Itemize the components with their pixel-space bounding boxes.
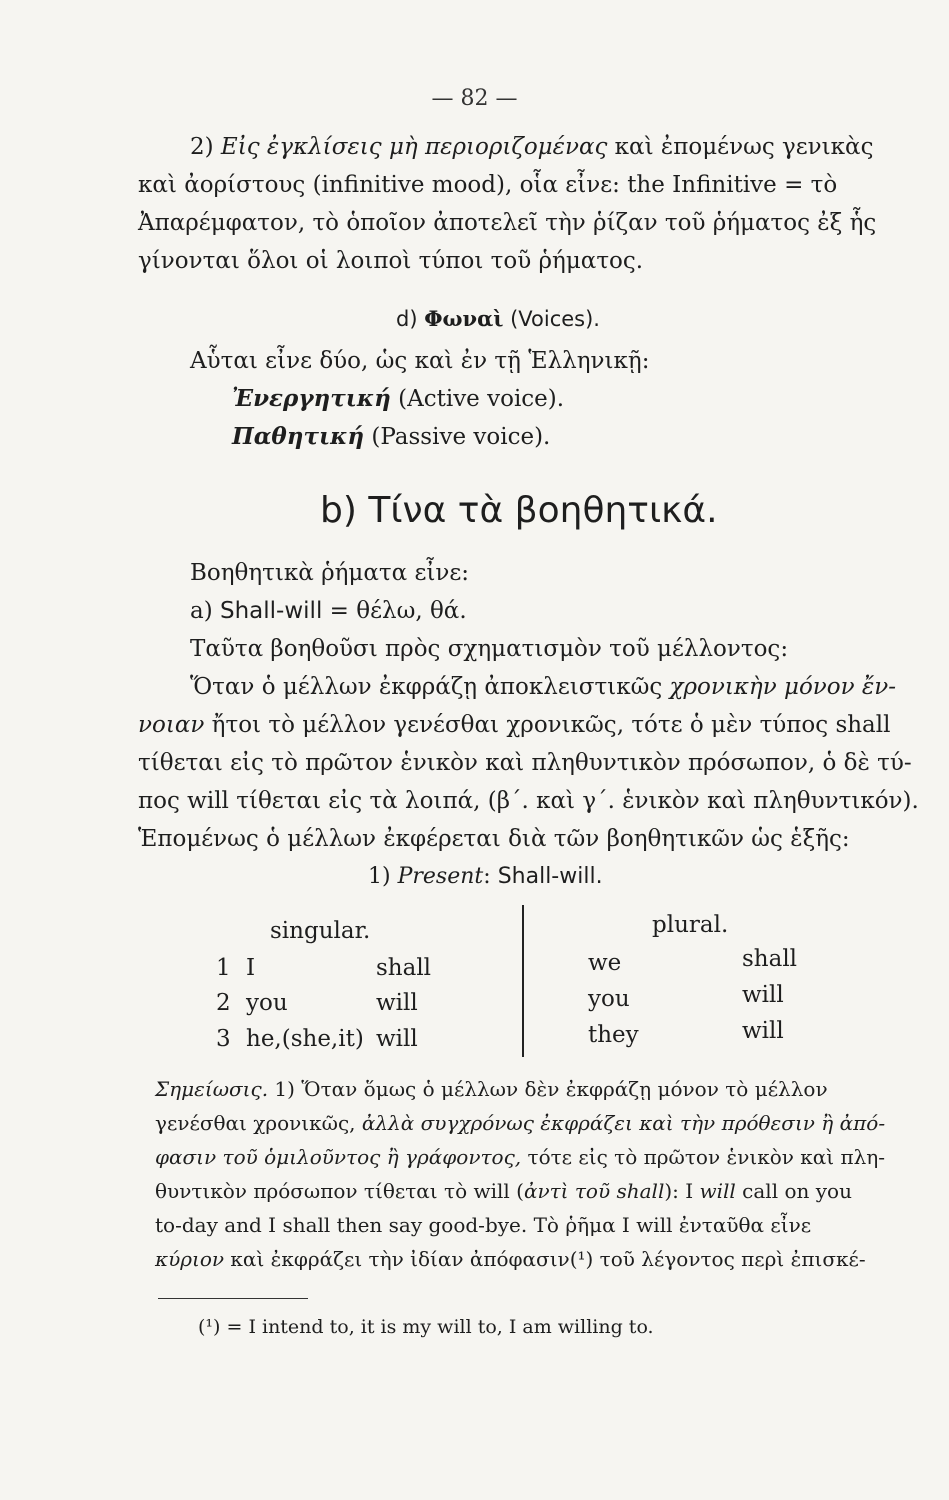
note-line4-will: will <box>699 1179 736 1203</box>
plural-verb: will <box>742 982 784 1008</box>
auxiliaries-p3 <box>138 706 890 744</box>
voice-active <box>232 380 564 418</box>
voice-passive-greek: Παθητική <box>232 423 365 450</box>
present-heading <box>368 864 603 889</box>
note-line3-rest: τότε εἰς τὸ πρῶτον ἑνικὸν καὶ πλη- <box>521 1145 886 1169</box>
note-line6-italic: κύριον <box>155 1247 225 1271</box>
table-divider <box>522 905 524 1057</box>
page-number: — 82 — <box>431 86 518 111</box>
auxiliaries-intro: Βοηθητικὰ ῥήματα εἶνε: <box>190 560 470 586</box>
note-line6-rest: καὶ ἐκφράζει τὴν ἰδίαν ἀπόφασιν(¹) τοῦ λέγοντος περὶ ἐπισκέ- <box>224 1247 866 1271</box>
plural-pronoun: they <box>588 1022 639 1048</box>
section2-line2: καὶ ἀορίστους (infinitive mood), οἷα εἶνε: the Infinitive = τὸ <box>138 172 838 198</box>
section2-line4: γίνονται ὅλοι οἱ λοιποὶ τύποι τοῦ ῥήματος. <box>138 248 644 274</box>
singular-pronoun: I <box>246 955 256 981</box>
note-line4-end: call on you <box>735 1179 852 1203</box>
section2-italic: Εἰς ἐγκλίσεις μὴ περιοριζομένας <box>220 134 608 160</box>
section2-line1 <box>190 128 873 166</box>
singular-header: singular. <box>270 918 371 944</box>
auxiliaries-p2-start: Ὅταν ὁ μέλλων ἐκφράζῃ ἀποκλειστικῶς <box>190 674 670 700</box>
note-line4-italic: ἀντὶ τοῦ shall <box>523 1179 665 1203</box>
plural-verb: will <box>742 1018 784 1044</box>
auxiliaries-p1: Ταῦτα βοηθοῦσι πρὸς σχηματισμὸν τοῦ μέλλοντος: <box>190 636 789 662</box>
auxiliaries-p5: πος will τίθεται εἰς τὰ λοιπά, (β΄. καὶ γ΄. ἑνικὸν καὶ πληθυντικόν). <box>138 788 919 814</box>
voices-intro: Αὗται εἶνε δύο, ὡς καὶ ἐν τῇ Ἑλληνικῇ: <box>190 348 650 374</box>
plural-header: plural. <box>652 912 729 938</box>
note-line1-rest: 1) Ὅταν ὅμως ὁ μέλλων δὲν ἐκφράζῃ μόνον τὸ μέλλον <box>268 1077 828 1101</box>
auxiliary-a-meaning: = θέλω, θά. <box>322 598 467 624</box>
section2-line3: Ἀπαρέμφατον, τὸ ὁποῖον ἀποτελεῖ τὴν ῥίζαν τοῦ ῥήματος ἐξ ἧς <box>138 210 877 236</box>
row-number: 2 <box>216 990 231 1016</box>
auxiliaries-p3-italic: νοιαν <box>138 712 205 738</box>
auxiliaries-p2 <box>190 668 896 706</box>
present-number: 1) <box>368 864 391 889</box>
auxiliaries-p3-rest: ἤτοι τὸ μέλλον γενέσθαι χρονικῶς, τότε ὁ μὲν τύπος shall <box>204 712 891 738</box>
section2-rest: καὶ ἐπομένως γενικὰς <box>607 134 874 160</box>
note-line4 <box>155 1174 852 1208</box>
auxiliaries-p2-italic: χρονικὴν μόνον ἔν- <box>669 674 897 700</box>
note-label: Σημείωσις. <box>155 1077 269 1101</box>
note-line5: to-day and I shall then say good-bye. Τὸ ῥῆμα I will ἐνταῦθα εἶνε <box>155 1213 812 1237</box>
row-number: 3 <box>216 1026 231 1052</box>
voices-heading-letter: d) <box>396 307 418 331</box>
singular-verb: will <box>376 1026 418 1052</box>
present-colon: : <box>483 864 491 889</box>
voices-heading-word: Φωναὶ <box>424 306 504 331</box>
present-label: Present <box>397 864 484 889</box>
note-line1 <box>155 1072 828 1106</box>
voices-heading <box>396 306 600 331</box>
voice-active-english: (Active voice). <box>398 386 565 412</box>
note-line3-italic: φασιν τοῦ ὁμιλοῦντος ἢ γράφοντος, <box>155 1145 522 1169</box>
row-number: 1 <box>216 955 231 981</box>
voice-passive-english: (Passive voice). <box>371 424 551 450</box>
note-line3 <box>155 1140 885 1174</box>
footnote-rule <box>158 1298 308 1299</box>
auxiliaries-p4: τίθεται εἰς τὸ πρῶτον ἑνικὸν καὶ πληθυντικὸν πρόσωπον, ὁ δὲ τύ- <box>138 750 912 776</box>
note-line2-italic: ἀλλὰ συγχρόνως ἐκφράζει καὶ τὴν πρόθεσιν ἢ ἀπό- <box>361 1111 886 1135</box>
note-line4-mid: ): I <box>664 1179 700 1203</box>
singular-verb: shall <box>376 955 432 981</box>
present-forms: Shall-will. <box>497 864 603 889</box>
plural-pronoun: we <box>588 950 622 976</box>
auxiliary-a <box>190 592 467 630</box>
auxiliaries-p6: Ἑπομένως ὁ μέλλων ἐκφέρεται διὰ τῶν βοηθητικῶν ὡς ἑξῆς: <box>138 826 850 852</box>
section2-number: 2) <box>190 134 221 160</box>
singular-pronoun: he,(she,it) <box>246 1026 364 1052</box>
note-line6 <box>155 1242 866 1276</box>
voice-passive <box>232 418 550 456</box>
voice-active-greek: Ἐνεργητική <box>232 385 391 412</box>
voices-heading-en: (Voices). <box>510 307 600 331</box>
auxiliary-a-forms: Shall-will <box>220 598 323 624</box>
plural-verb: shall <box>742 946 798 972</box>
note-line4-start: θυντικὸν πρόσωπον τίθεται τὸ will ( <box>155 1179 524 1203</box>
note-line2-start: γενέσθαι χρονικῶς, <box>155 1111 362 1135</box>
plural-pronoun: you <box>588 986 630 1012</box>
singular-pronoun: you <box>246 990 288 1016</box>
auxiliary-a-label: a) <box>190 598 213 624</box>
auxiliaries-heading: b) Τίνα τὰ βοηθητικά. <box>320 490 718 531</box>
note-line2 <box>155 1106 885 1140</box>
singular-verb: will <box>376 990 418 1016</box>
footnote: (¹) = I intend to, it is my will to, I am willing to. <box>198 1316 654 1338</box>
